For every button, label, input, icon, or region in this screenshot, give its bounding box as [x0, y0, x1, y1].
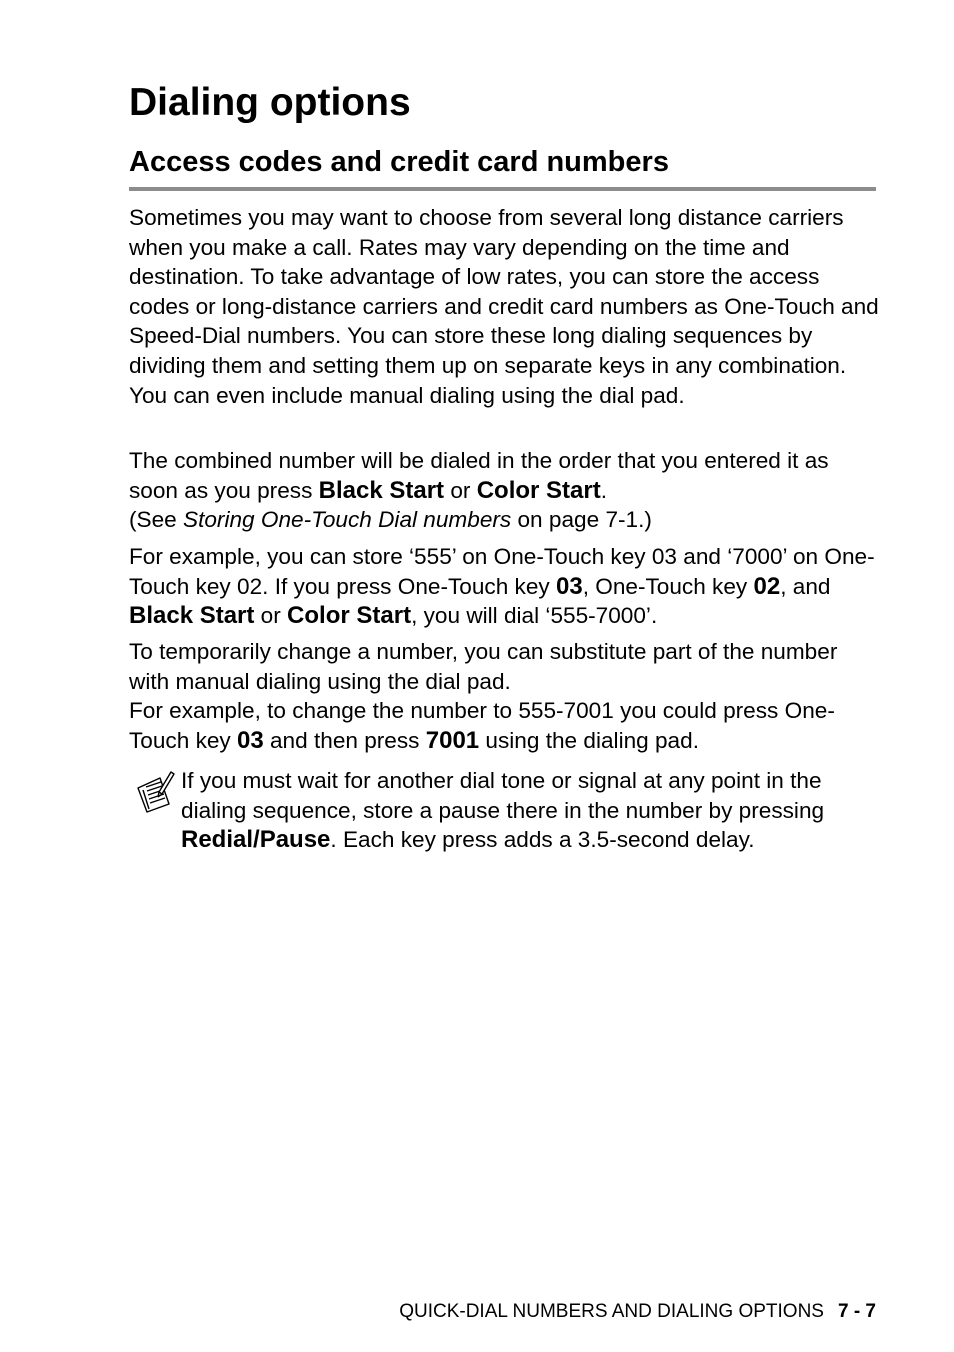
key-color-start: Color Start — [287, 602, 412, 630]
key-black-start: Black Start — [129, 602, 255, 630]
cross-reference: Storing One-Touch Dial numbers — [183, 507, 512, 533]
text-span: . Each key press adds a 3.5-second delay. — [330, 827, 755, 853]
text-span: or — [254, 603, 288, 629]
key-black-start: Black Start — [318, 476, 445, 504]
section-heading: Access codes and credit card numbers — [129, 146, 669, 178]
text-span: . — [600, 477, 607, 503]
page-footer — [358, 1300, 876, 1324]
note-text — [181, 766, 881, 855]
key-7001: 7001 — [425, 726, 480, 754]
text-span: To temporarily change a number, you can substitute part of the number with manual dialing using the dial pad. — [129, 639, 838, 694]
key-03: 03 — [556, 572, 583, 600]
text-span: If you must wait for another dial tone or signal at any point in the dialing sequence, store a pause there in the number by pressing — [181, 768, 825, 823]
paragraph-combined-number — [129, 446, 879, 535]
key-03: 03 — [237, 726, 264, 754]
text-span: (See — [129, 507, 184, 533]
text-span: For example, you can store ‘555’ on One-Touch key 03 and ‘7000’ on One-Touch key 02. If you press One-Touch key — [129, 544, 875, 599]
text-span: , and — [780, 573, 831, 599]
text-span: , One-Touch key — [582, 573, 754, 599]
paragraph-temporary-change — [129, 637, 879, 755]
key-02: 02 — [753, 572, 781, 600]
text-span: or — [444, 477, 477, 503]
paragraph-intro: Sometimes you may want to choose from several long distance carriers when you make a call. Rates may vary depending on the time and destination. To take advantage of low rates, you can store the access codes or long-distance carriers and credit card numbers as One-Touch and Speed-Dial numbers. You can store these long dialing sequences by dividing them and setting them up on separate keys in any combination. You can even include manual dialing using the dial pad. — [129, 205, 879, 408]
text-span: and then press — [263, 727, 426, 753]
key-color-start: Color Start — [476, 476, 601, 504]
paragraph-example — [129, 542, 879, 631]
footer-chapter: QUICK-DIAL NUMBERS AND DIALING OPTIONS — [399, 1301, 824, 1322]
page-number: 7 - 7 — [837, 1301, 876, 1322]
key-redial-pause: Redial/Pause — [181, 826, 331, 854]
page-title: Dialing options — [129, 81, 411, 124]
text-span: The combined number will be dialed in the order that you entered it as soon as you press — [129, 448, 829, 503]
text-span: For example, to change the number to 555-7001 you could press One-Touch key — [129, 698, 835, 753]
text-span: using the dialing pad. — [479, 727, 699, 753]
text-span: , you will dial ‘555-7000’. — [411, 603, 658, 629]
section-divider — [129, 187, 876, 191]
text-span: on page 7-1.) — [511, 507, 652, 533]
note-pencil-icon — [135, 770, 175, 814]
